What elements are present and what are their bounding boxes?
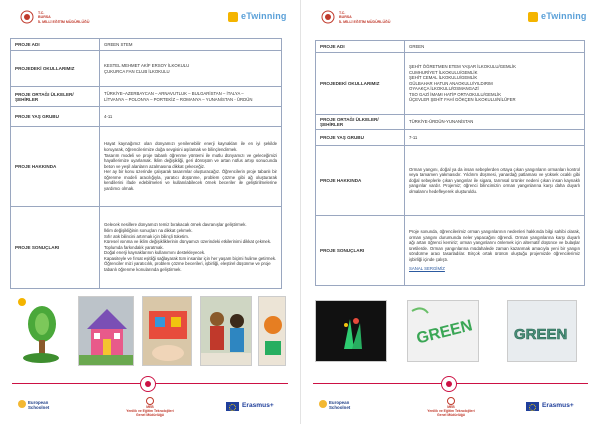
table-row: [316, 130, 585, 146]
row-value: [405, 53, 585, 115]
es-part: net: [343, 405, 351, 410]
meb-line: T.C.: [339, 11, 346, 15]
etwinning-icon: [528, 12, 538, 22]
value-line: TÜRKİYE-ÜRDÜN-YUNANİSTAN: [409, 119, 474, 125]
meb-line: BURSA: [38, 15, 51, 20]
es-part: School: [329, 405, 344, 410]
es-line: European: [28, 400, 49, 405]
meb-footer-icon: [447, 397, 455, 405]
row-value: [405, 216, 585, 286]
meb-line: BURSA: [339, 15, 352, 20]
meb-footer-text: [419, 405, 483, 417]
photo-green-letters: [507, 300, 577, 362]
project-table-left: [10, 38, 282, 289]
row-value: [100, 87, 282, 107]
value-line: ŞEHİT ÖĞRETMEN ETEM YAŞAR İLKOKULU/GEMLİK: [409, 63, 516, 69]
page-header: [8, 8, 292, 28]
value-paragraph: Hayat kaynağımız olan dünyamızı yenilenebilir enerji kaynakları ile en iyi şekilde koruyarak, öğrencilerimize doğa sevgisini aşılamak ve bilinçlendirmek.: [104, 141, 277, 152]
project-table-right: [315, 40, 585, 286]
row-label: PROJE ADI: [316, 41, 405, 53]
photo-strip-right: [315, 300, 586, 362]
table-row: [316, 216, 585, 286]
es-part: net: [42, 405, 50, 410]
value-line: TSO GAZİ İMAMI HATİP ORTAOKULU/GEMLİK: [409, 91, 502, 97]
table-row: [316, 115, 585, 130]
value-line: KESTEL MEHMET AKİF ERSOY İLKOKULU: [104, 62, 190, 68]
row-label: PROJE ORTAĞI ÜLKELER/ŞEHİRLER: [316, 115, 405, 130]
meb-footer-line: MEB: [447, 405, 455, 409]
es-line: [28, 405, 49, 410]
meb-footer-line: Yenilik ve Eğitim Teknolojileri: [126, 409, 174, 413]
photo-dark-plants: [315, 300, 387, 362]
meb-line: İL MİLLİ EĞİTİM MÜDÜRLÜĞÜ: [38, 19, 90, 24]
meb-footer-text: [118, 405, 182, 417]
value-line: LİTVANYA – POLONYA – PORTEKİZ – ROMANYA – YUNANİSTAN - ÜRDÜN: [104, 96, 253, 102]
value-line: GÜLBAHAR HATUN ANAOKULU/YILDIRIM: [409, 80, 493, 86]
meb-badge-icon: [441, 376, 457, 392]
value-line: GREEN STEM: [104, 41, 133, 47]
meb-footer-line: Yenilik ve Eğitim Teknolojileri: [427, 409, 475, 413]
table-row: [11, 127, 282, 207]
eu-flag-icon: [526, 402, 539, 411]
row-label: PROJE HAKKINDA: [11, 127, 100, 207]
eu-flag-icon: [226, 402, 239, 411]
etwinning-logo: [228, 10, 288, 24]
value-line: Küresel ısınma ve iklim değişikliklerinin dünyamızı üzerindeki etkilerinimi dikkat çekmek.: [104, 239, 272, 245]
row-value: [405, 146, 585, 216]
photo-drawing: [258, 296, 286, 366]
meb-header-text: [38, 11, 89, 24]
row-value: [100, 51, 282, 87]
es-line: [329, 405, 350, 410]
etwinning-text: eTwinning: [241, 11, 287, 21]
row-value: [100, 127, 282, 207]
value-line: ÜÇEVLER ŞEHİT FAHİ GÖKÇEN İLKOKULU/NİLÜFER: [409, 97, 516, 103]
erasmus-logo: [526, 402, 588, 412]
table-row: [316, 53, 585, 115]
value-line: Gelecek nesillere dünyamızı temiz bırakacak örnek davranışlar geliştirmek.: [104, 222, 247, 228]
row-value: [100, 39, 282, 51]
etwinning-text: eTwinning: [541, 11, 587, 21]
row-value: [405, 115, 585, 130]
table-row: [316, 41, 585, 53]
page-header: [309, 8, 592, 28]
value-line: Kapasiteyle ve fırsat eşitliği sağlayarak tüm insanlar için her yaşam biçimi hulime getirmek.: [104, 255, 277, 261]
value-line: TÜRKİYE–AZERBAYCAN – ARNAVUTLUK – BULGARİSTAN – İTALYA –: [104, 90, 244, 96]
value-paragraph: Her ay bir konu üzerinde çalışarak tasarımlar oluşturacağız. Öğrencilerin proje tabanlı bir öğrenme modeli aracılığıyla, yaratıcı düşünme, problem çözme gibi ağ oluşturarak kendilerini ifade edebilmeleri ve kullanılabilecek örnek beceriler ile geliştirilmelerine yardımcı olmak.: [104, 169, 277, 192]
value-line: CUMHURİYET İLKOKULU/GEMLİK: [409, 69, 478, 75]
meb-line: İL MİLLİ EĞİTİM MÜDÜRLÜĞÜ: [339, 19, 391, 24]
meb-footer-icon: [146, 397, 154, 405]
row-value: [100, 107, 282, 127]
table-row: [316, 146, 585, 216]
es-part: School: [28, 405, 43, 410]
value-line: GREEN: [409, 43, 425, 49]
row-label: PROJE YAŞ GRUBU: [316, 130, 405, 146]
row-label: PROJE SONUÇLARI: [316, 216, 405, 286]
row-value: [405, 130, 585, 146]
row-label: PROJEDEKİ OKULLARIMIZ: [11, 51, 100, 87]
meb-logo-icon: [20, 10, 34, 24]
meb-footer-logo: [118, 397, 182, 417]
row-label: PROJEDEKİ OKULLARIMIZ: [316, 53, 405, 115]
right-page: [300, 0, 600, 424]
photo-craft-activity: [142, 296, 192, 366]
value-line: ÇUKURCA FAN CLUB İLKOKULU: [104, 68, 170, 74]
es-line: European: [329, 400, 350, 405]
page-footer: [301, 394, 600, 420]
value-line: OYAAKÇA İLKOKULU/OSMANGAZİ: [409, 86, 479, 92]
green-word-text: GREEN: [414, 317, 475, 348]
value-line: Sıfır atık bilincini artırmak için bilinçli tüketim.: [104, 233, 190, 239]
value-line: İklim değişikliğinin sonuçları na dikkat çekmek.: [104, 227, 193, 233]
erasmus-text: Erasmus+: [242, 402, 274, 409]
row-value: [100, 207, 282, 289]
european-schoolnet-logo: [319, 400, 369, 416]
table-row: [11, 51, 282, 87]
erasmus-logo: [226, 402, 288, 412]
row-label: PROJE SONUÇLARI: [11, 207, 100, 289]
meb-header-text: [339, 11, 390, 24]
table-row: [11, 87, 282, 107]
european-schoolnet-icon: [18, 400, 26, 408]
value-line: Toplumda farkındalık yaratmak.: [104, 244, 164, 250]
row-label: PROJE ADI: [11, 39, 100, 51]
etwinning-icon: [228, 12, 238, 22]
value-line: ŞEHİT CEMAL İLKOKULU/GEMLİK: [409, 75, 478, 81]
value-line: Öğrenciler mizi yaratıcılık, problem çözme becerileri, işbirliği, eleştirel düşünme ve proje tabanlı öğrenme konularında geliştirmek.: [104, 261, 271, 273]
meb-logo-icon: [321, 10, 335, 24]
row-label: PROJE ORTAĞI ÜLKELER/ŞEHİRLER: [11, 87, 100, 107]
photo-strip-left: [12, 296, 286, 366]
virtual-exhibition-link[interactable]: SANAL SERGİMİZ: [409, 266, 445, 272]
value-line: 7-11: [409, 134, 418, 140]
european-schoolnet-icon: [319, 400, 327, 408]
row-value: [405, 41, 585, 53]
photo-students: [200, 296, 252, 366]
value-paragraph: Orman yangını, doğal ya da insan sebeplerden ortaya çıkan yangınların ormanları kontrol veya tamamen yakmasıdır. Yıldırım düşmesi, yanardağ patlaması ve yüksek ocaklı gibi doğal sebeplerle çıkan yangınlar ile sigara, tarımsal ürünler nedeni çıkan insan kaynaklı yangınlar vardır. Projemiz; öğrenci bilincimizin orman yangınlarına karşı daha duyarlı olmalarını hedefleyerek oluşturuldu.: [409, 166, 580, 194]
meb-line: T.C.: [38, 11, 45, 15]
meb-footer-line: Genel Müdürlüğü: [136, 413, 164, 417]
table-row: [11, 39, 282, 51]
erasmus-text: Erasmus+: [542, 402, 574, 409]
page-footer: [0, 394, 300, 420]
european-schoolnet-text: [329, 400, 350, 410]
etwinning-logo: [528, 10, 588, 24]
photo-plant-drawing: [12, 296, 70, 366]
value-paragraph: Tasarım modeli ve proje tabanlı öğrenme yöntemi ile mutlu dünyamızı ve geleceğimizi hayallerimize uyarlamak. İklim değişikliği, geri dönüşüm ve artan nüfus artışı sonucunda beton ve yeşil alanların azalmasına dikkat çekeceğiz.: [104, 152, 277, 169]
value-line: Doğal enerji kaynaklarının kullanımını destekleyecek.: [104, 250, 206, 256]
photo-house-model: [78, 296, 134, 366]
meb-footer-logo: [419, 397, 483, 417]
row-label: PROJE YAŞ GRUBU: [11, 107, 100, 127]
green-letters-text: GREEN: [514, 326, 568, 343]
photo-green-word: [407, 300, 479, 362]
row-label: PROJE HAKKINDA: [316, 146, 405, 216]
value-line: 4-11: [104, 113, 113, 119]
value-paragraph: Proje sonunda, öğrencilerimiz orman yangınlarının nedenleri hakkında bilgi sahibi olarak, orman yangını durumunda neler yapacağını öğrendi. Orman yangınlarına karşı duyarlı ağı artan öğrenci kemiriz; orman yangınlarını önlemek için alternatif düşünce ve bulaşlar üretilerde. Orman yangınlarına müdahalede zaman kazanmak amacıyla yeni bir yangın söndürme aracı tasarladılar. Birçok ortak ürünün oluştuğu projemizde öğrencilerimiz işbirliği içinde çalıştı.: [409, 228, 580, 262]
meb-footer-line: MEB: [146, 405, 154, 409]
european-schoolnet-text: [28, 400, 49, 410]
table-row: [11, 207, 282, 289]
meb-footer-line: Genel Müdürlüğü: [437, 413, 465, 417]
table-row: [11, 107, 282, 127]
european-schoolnet-logo: [18, 400, 68, 416]
meb-badge-icon: [140, 376, 156, 392]
